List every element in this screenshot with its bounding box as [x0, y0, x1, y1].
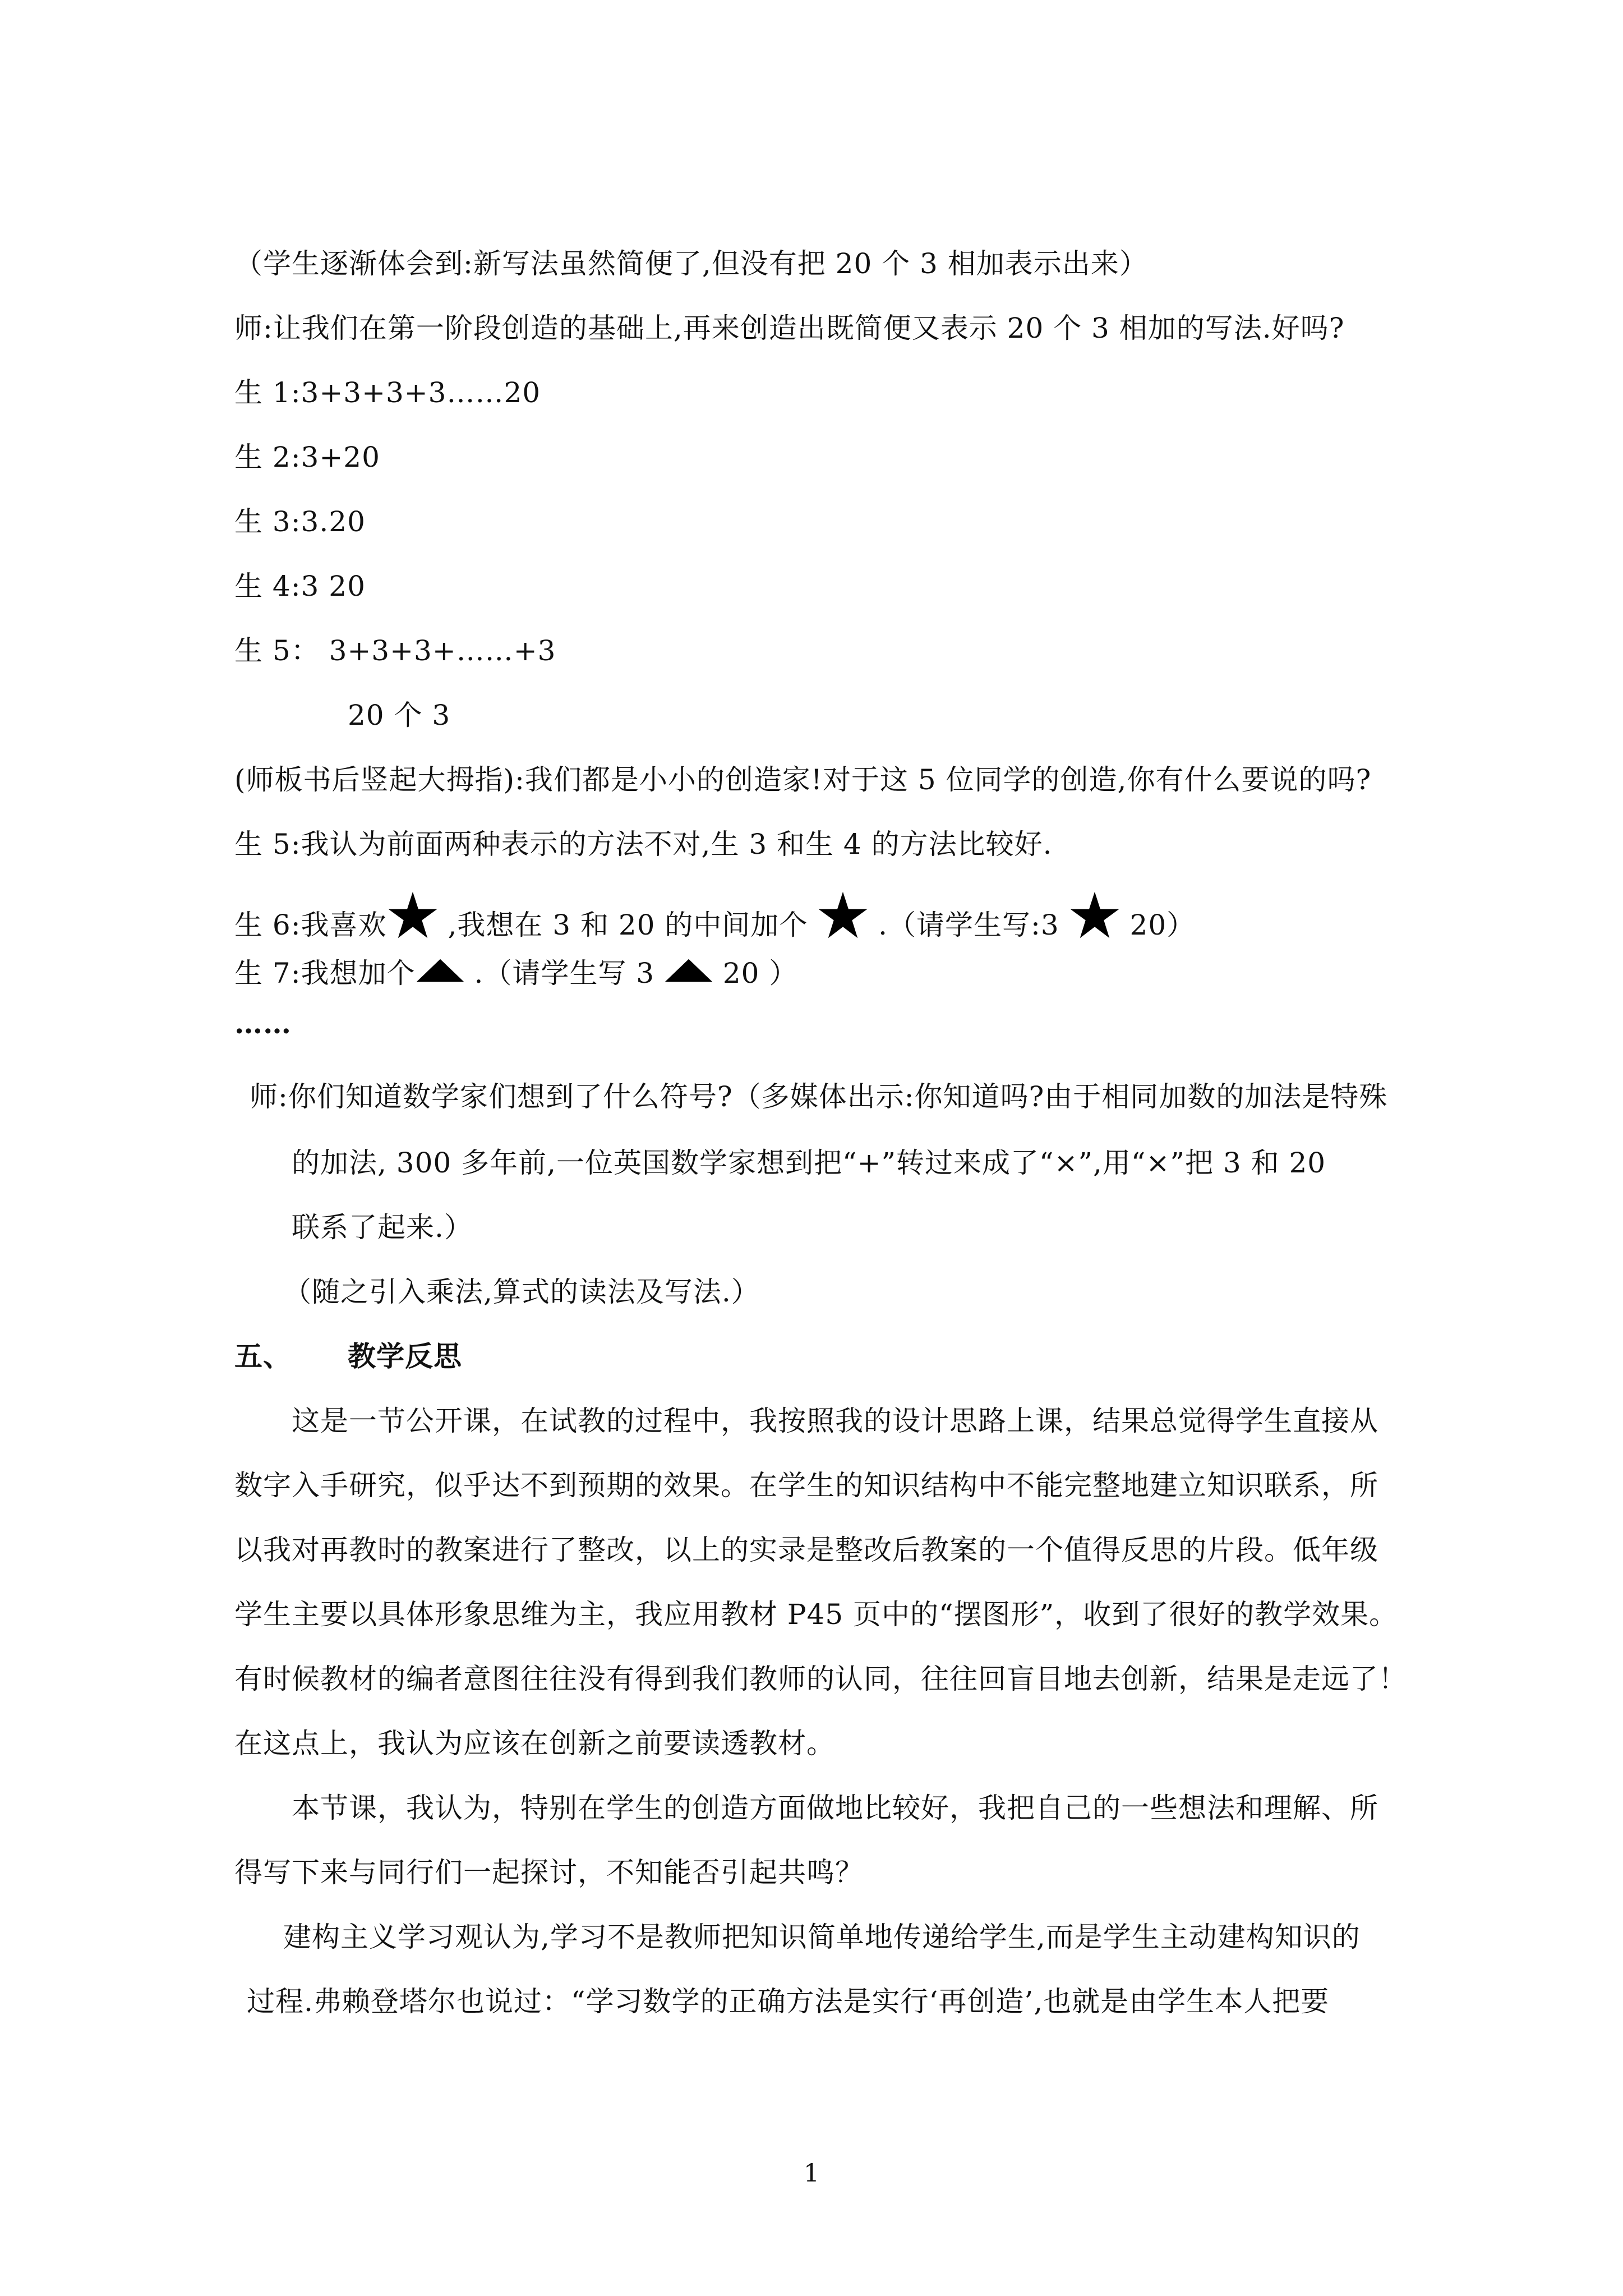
star-icon: [387, 891, 439, 939]
triangle-icon: [416, 958, 465, 983]
text-segment: 20）: [1120, 909, 1196, 941]
text-segment: ,我想在 3 和 20 的中间加个: [438, 909, 818, 941]
text-line: 师:让我们在第一阶段创造的基础上,再来创造出既简便又表示 20 个 3 相加的写法.好吗?: [234, 312, 1345, 344]
text-line: 生 3:3.20: [234, 505, 366, 538]
star-icon: [1069, 891, 1121, 939]
paragraph-line: 以我对再教时的教案进行了整改，以上的实录是整改后教案的一个值得反思的片段。低年级: [234, 1534, 1378, 1566]
text-segment: 20 ）: [713, 957, 798, 990]
text-line: 联系了起来.）: [292, 1211, 473, 1244]
text-line: 生 5： 3+3+3+……+3: [234, 634, 556, 667]
text-segment: 生 7:我想加个: [234, 957, 416, 990]
text-segment: .（请学生写:3: [869, 909, 1069, 941]
paragraph-line: 学生主要以具体形象思维为主，我应用教材 P45 页中的“摆图形”，收到了很好的教学效果。: [234, 1598, 1398, 1631]
text-line: （随之引入乘法,算式的读法及写法.）: [283, 1276, 760, 1308]
paragraph-line: 在这点上，我认为应该在创新之前要读透教材。: [234, 1727, 835, 1760]
text-line: 生 5:我认为前面两种表示的方法不对,生 3 和生 4 的方法比较好.: [234, 828, 1053, 861]
paragraph-line: 建构主义学习观认为,学习不是教师把知识简单地传递给学生,而是学生主动建构知识的: [283, 1921, 1361, 1953]
text-line: 生 1:3+3+3+3……20: [234, 376, 541, 409]
paragraph-line: 得写下来与同行们一起探讨，不知能否引起共鸣？: [234, 1856, 864, 1889]
paragraph-line: 过程.弗赖登塔尔也说过：“学习数学的正确方法是实行‘再创造’,也就是由学生本人把要: [247, 1985, 1330, 2018]
text-line-triangle: [234, 956, 797, 990]
text-segment: .（请学生写 3: [464, 957, 664, 990]
text-line: 的加法, 300 多年前,一位英国数学家想到把“+”转过来成了“×”,用“×”把 3 和 20: [292, 1147, 1326, 1179]
star-icon: [817, 891, 869, 939]
text-line: (师板书后竖起大拇指):我们都是小小的创造家!对于这 5 位同学的创造,你有什么要说的吗?: [234, 763, 1372, 796]
ellipsis-line: ……: [234, 1007, 292, 1040]
paragraph-line: 这是一节公开课，在试教的过程中，我按照我的设计思路上课，结果总觉得学生直接从: [292, 1405, 1378, 1437]
text-line: 生 4:3 20: [234, 570, 366, 602]
text-line: 20 个 3: [348, 699, 451, 731]
paragraph-line: 有时候教材的编者意图往往没有得到我们教师的认同，往往回盲目地去创新，结果是走远了！: [234, 1663, 1407, 1695]
paragraph-line: 数字入手研究，似乎达不到预期的效果。在学生的知识结构中不能完整地建立知识联系，所: [234, 1469, 1378, 1502]
paragraph-line: 本节课，我认为，特别在学生的创造方面做地比较好，我把自己的一些想法和理解、所: [292, 1792, 1378, 1824]
section-number: 五、: [234, 1340, 292, 1373]
text-segment: 生 6:我喜欢: [234, 909, 387, 941]
page-number: 1: [804, 2159, 819, 2188]
text-line: （学生逐渐体会到:新写法虽然简便了,但没有把 20 个 3 相加表示出来）: [234, 247, 1148, 280]
triangle-icon: [664, 958, 713, 983]
text-line-star: [234, 891, 1195, 942]
section-heading: 教学反思: [348, 1340, 462, 1373]
text-line: 师:你们知道数学家们想到了什么符号?（多媒体出示:你知道吗?由于相同加数的加法是特殊: [250, 1080, 1388, 1113]
text-line: 生 2:3+20: [234, 441, 380, 473]
